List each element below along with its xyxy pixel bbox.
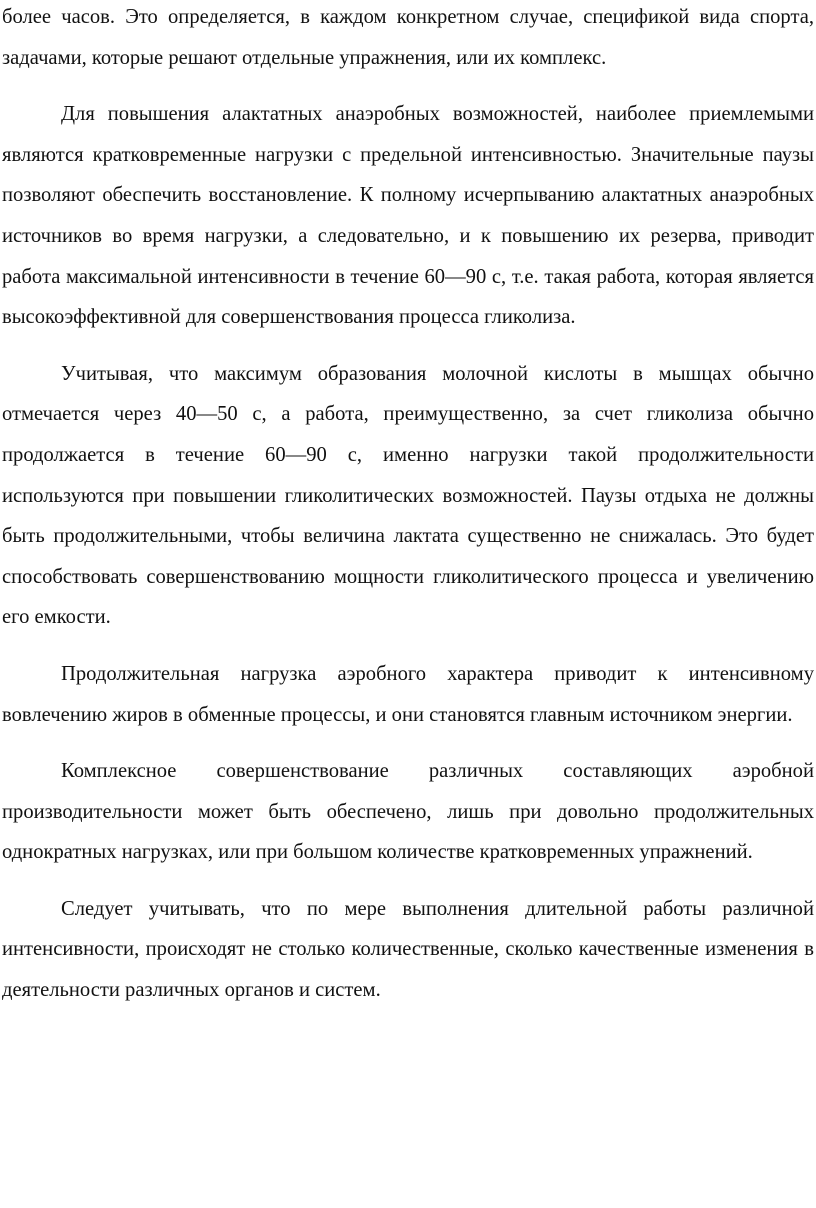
paragraph-qualitative-changes: Следует учитывать, что по мере выполнения длительной работы различной интенсивности, происходят не столько количественные, сколько качественные изменения в деятельности различных органов и систем. [2,897,814,1002]
paragraph-complex-improvement: Комплексное совершенствование различных составляющих аэробной производительности может быть обеспечено, лишь при довольно продолжительных однократных нагрузках, или при большом количестве кратковременных упражнений. [2,760,814,864]
paragraph-alactic-anaerobic: Для повышения алактатных анаэробных возможностей, наиболее приемлемыми являются кратковременные нагрузки с предельной интенсивностью. Значительные паузы позволяют обеспечить восстановление. К полному исчерпыванию алактатных анаэробных источников во время нагрузки, а следовательно, и к повышению их резерва, приводит работа максимальной интенсивности в течение 60—90 с, т.е. такая работа, которая является высокоэффективной для совершенствования процесса гликолиза. [2,103,814,329]
paragraph-aerobic-load: Продолжительная нагрузка аэробного характера приводит к интенсивному вовлечению жиров в обменные процессы, и они становятся главным источником энергии. [2,662,814,726]
paragraph-continuation: более часов. Это определяется, в каждом конкретном случае, спецификой вида спорта, задачами, которые решают отдельные упражнения, или их комплекс. [2,6,814,69]
paragraph-glycolytic: Учитывая, что максимум образования молочной кислоты в мышцах обычно отмечается через 40—50 с, а работа, преимущественно, за счет гликолиза обычно продолжается в течение 60—90 с, именно нагрузки такой продолжительности используются при повышении гликолитических возможностей. Паузы отдыха не должны быть продолжительными, чтобы величина лактата существенно не снижалась. Это будет способствовать совершенствованию мощности гликолитического процесса и увеличению его емкости. [2,362,814,629]
